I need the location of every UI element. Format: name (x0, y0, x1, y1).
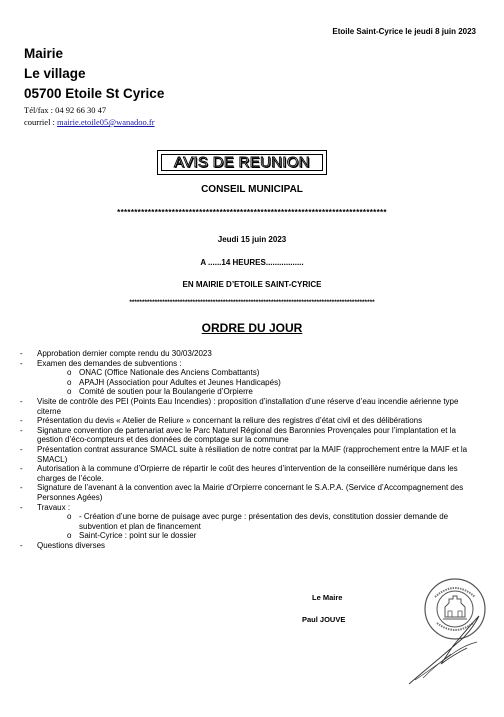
email-label: courriel : (24, 117, 58, 127)
sender-name: Mairie (24, 46, 64, 61)
meeting-date: Jeudi 15 juin 2023 (217, 235, 287, 244)
separator-stars-short: ************************************************************************************************* (129, 299, 375, 306)
agenda-item: - Approbation dernier compte rendu du 30/03/2023 (20, 349, 212, 358)
sender-postal-line: 05700 Etoile St Cyrice (24, 86, 165, 101)
agenda-item: - Examen des demandes de subventions : (20, 358, 182, 368)
letter-date: Etoile Saint-Cyrice le jeudi 8 juin 2023 (332, 27, 476, 36)
sender-address-line: Le village (24, 66, 86, 81)
agenda-subitem: o - Création d’une borne de puisage avec purge : présentation des devis, constitution dossier demande de subvention et plan de financement (67, 512, 449, 531)
agenda-item: - Signature convention de partenariat avec le Parc Naturel Régional des Baronnies Provençales pour l’implantation et la gestion d’éco-compteurs et des données de comptage sur la commune (20, 425, 456, 445)
agenda-item: - Présentation du devis « Atelier de Reliure » concernant la reliure des registres d’état civil et des délibérations (20, 416, 423, 426)
signatory-role: Le Maire (312, 593, 343, 602)
sender-email-line (24, 116, 155, 128)
agenda-subitem: o ONAC (Office Nationale des Anciens Combattants) (67, 368, 260, 378)
notice-title-frame (161, 154, 323, 171)
agenda-item: - Visite de contrôle des PEI (Points Eau Incendies) : proposition d’installation d’une réserve d’eau incendie aérienne type citerne (20, 396, 459, 416)
notice-subtitle: CONSEIL MUNICIPAL (201, 184, 303, 195)
email-link[interactable]: mairie.etoile05@wanadoo.fr (57, 117, 155, 127)
notice-title-box (157, 150, 327, 175)
meeting-place: EN MAIRIE D’ETOILE SAINT-CYRICE (182, 280, 322, 289)
handwritten-signature (405, 608, 485, 693)
sender-phone: Tél/fax : 04 92 66 30 47 (24, 105, 107, 115)
agenda-title: ORDRE DU JOUR (201, 321, 303, 335)
agenda-item: - Présentation contrat assurance SMACL suite à résiliation de notre contrat par la MAIF (rapprochement entre la MAIF et la SMACL) (20, 444, 468, 464)
meeting-time: A ......14 HEURES................. (200, 258, 304, 267)
agenda-item: - Questions diverses (20, 540, 106, 550)
agenda-item: - Travaux : (20, 502, 71, 512)
separator-stars: ******************************************************************************* (117, 208, 387, 217)
agenda-subitem: o APAJH (Association pour Adultes et Jeunes Handicapés) (67, 377, 281, 387)
notice-title: AVIS DE REUNION (174, 154, 310, 171)
agenda-item: - Autorisation à la commune d’Orpierre de répartir le coût des heures d’intervention de la conseillère numérique dans les charges de l’école. (20, 464, 458, 483)
signature-scribble (405, 608, 485, 688)
agenda-subitem: o Comité de soutien pour la Boulangerie d’Orpierre (67, 387, 253, 397)
agenda-subitem: o Saint-Cyrice : point sur le dossier (67, 531, 197, 541)
agenda-list (20, 349, 482, 550)
agenda-item: - Signature de l’avenant à la convention avec la Mairie d’Orpierre concernant le S.A.P.A. (Service d’Accompagnement des Personnes Agées) (20, 483, 464, 502)
signatory-name: Paul JOUVE (302, 615, 346, 624)
